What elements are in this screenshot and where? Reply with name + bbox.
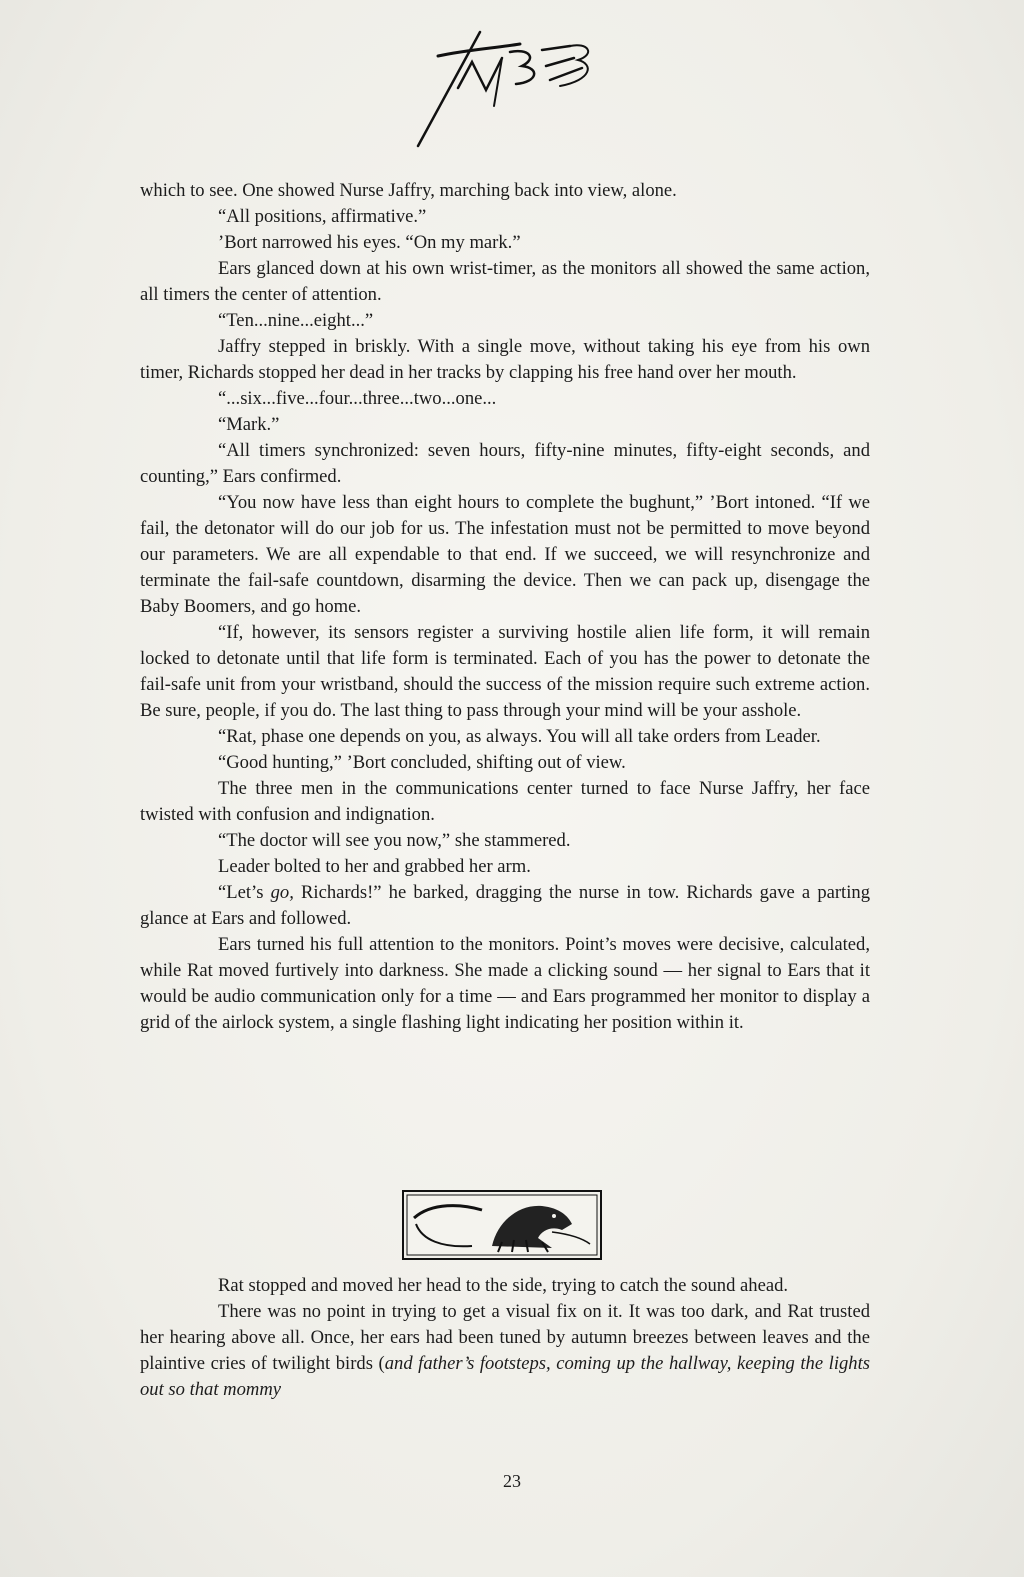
paragraph: “Mark.” (218, 414, 280, 435)
text-run: Richards!” he barked, dragging the nurse in tow. Richards gave a parting glance at Ears and followed. (140, 882, 870, 929)
emphasis: go, (270, 882, 294, 903)
paragraph: “All positions, affirmative.” (218, 206, 427, 227)
page-number: 23 (503, 1471, 521, 1491)
paragraph: “Good hunting,” ’Bort concluded, shifting out of view. (218, 752, 626, 773)
body-text-lower (140, 1273, 870, 1403)
text-run: There was no point in trying to get a visual fix on it. It was too dark, and Rat trusted her hearing above all. Once, her ears had been tuned by autumn breezes between leaves and the plaintive cries of twilight birds ( (140, 1301, 870, 1374)
paragraph: “You now have less than eight hours to complete the bughunt,” ’Bort intoned. “If we fail, the detonator will do our job for us. The infestation must not be permitted to move beyond our parameters. We are all expendable to that end. If we succeed, we will resynchronize and terminate the fail-safe countdown, disarming the device. Then we can pack up, disengage the Baby Boomers, and go home. (140, 492, 870, 617)
paragraph: ’Bort narrowed his eyes. “On my mark.” (218, 232, 521, 253)
body-text-upper (140, 178, 870, 1036)
paragraph: “All timers synchronized: seven hours, fifty-nine minutes, fifty-eight seconds, and counting,” Ears confirmed. (140, 440, 870, 487)
text-run: “Let’s (218, 882, 271, 903)
paragraph: “...six...five...four...three...two...one... (218, 388, 497, 409)
tribes-logo (410, 28, 600, 148)
paragraph: Ears glanced down at his own wrist-timer, as the monitors all showed the same action, all timers the center of attention. (140, 258, 870, 305)
paragraph: The three men in the communications center turned to face Nurse Jaffry, her face twisted with confusion and indignation. (140, 778, 870, 825)
paragraph: which to see. One showed Nurse Jaffry, marching back into view, alone. (140, 180, 677, 201)
paragraph: Leader bolted to her and grabbed her arm. (218, 856, 531, 877)
paragraph: Ears turned his full attention to the monitors. Point’s moves were decisive, calculated, while Rat moved furtively into darkness. She made a clicking sound — her signal to Ears that it would be audio communication only for a time — and Ears programmed her monitor to display a grid of the airlock system, a single flashing light indicating her position within it. (140, 934, 870, 1033)
emphasis: and father’s footsteps, coming up the hallway, keeping the lights out so that mommy (140, 1353, 871, 1400)
paragraph: Rat stopped and moved her head to the side, trying to catch the sound ahead. (218, 1275, 789, 1296)
paragraph: “Rat, phase one depends on you, as always. You will all take orders from Leader. (218, 726, 821, 747)
alien-creature-icon (402, 1190, 602, 1260)
paragraph: Jaffry stepped in briskly. With a single move, without taking his eye from his own timer, Richards stopped her dead in her tracks by clapping his free hand over her mouth. (140, 336, 870, 383)
paragraph (140, 880, 870, 932)
tribes-logo-icon (410, 28, 600, 148)
paragraph: “The doctor will see you now,” she stammered. (218, 830, 571, 851)
section-divider (402, 1190, 602, 1260)
paragraph (140, 1299, 870, 1403)
paragraph: “If, however, its sensors register a surviving hostile alien life form, it will remain locked to detonate until that life form is terminated. Each of you has the power to detonate the fail-safe unit from your wristband, should the success of the mission require such extreme action. Be sure, people, if you do. The last thing to pass through your mind will be your asshole. (140, 622, 870, 721)
paragraph: “Ten...nine...eight...” (218, 310, 374, 331)
